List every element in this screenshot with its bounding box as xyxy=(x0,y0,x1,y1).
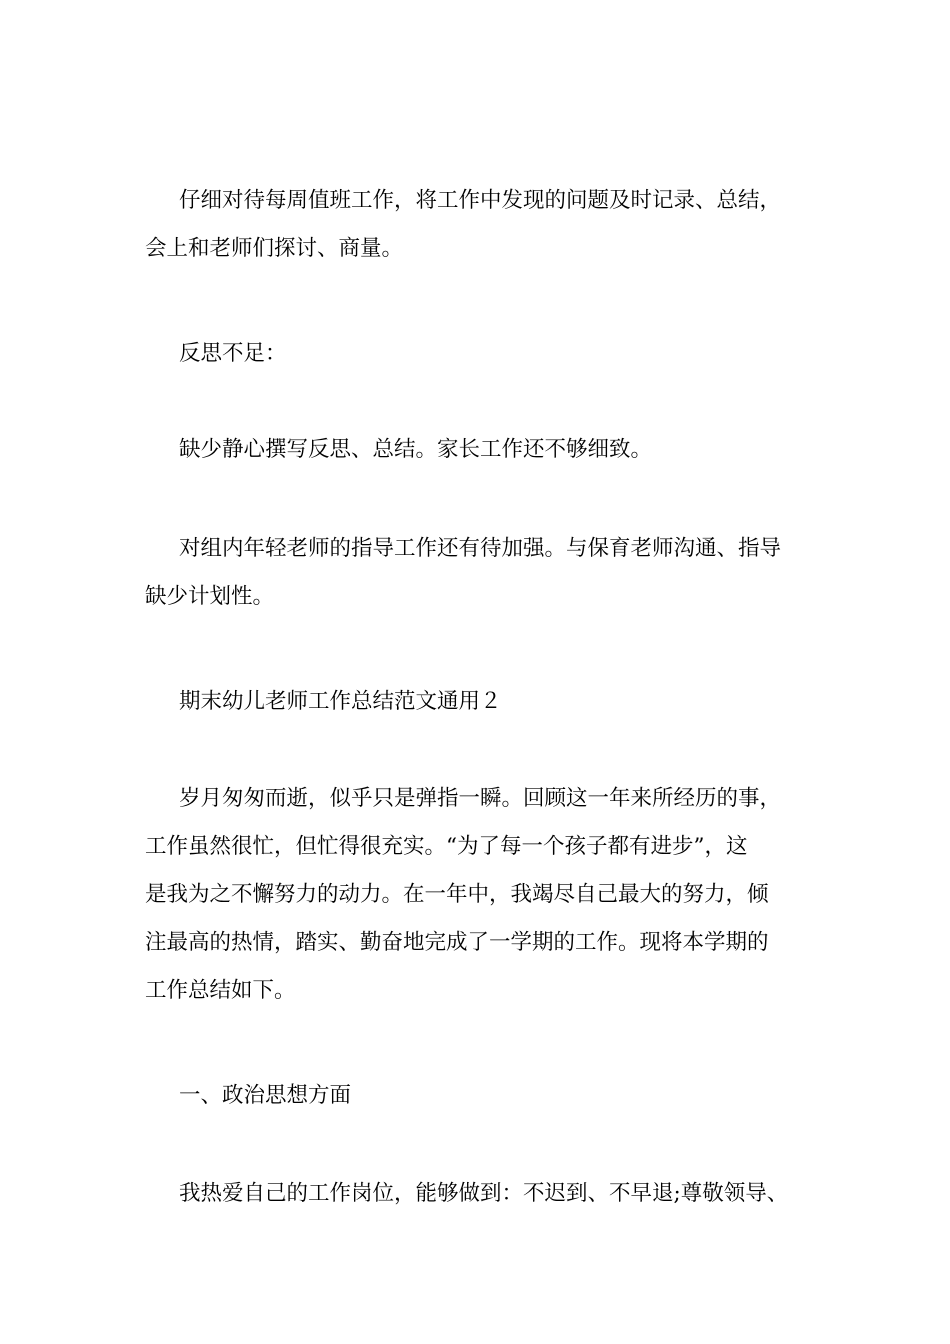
text-line: 期末幼儿老师工作总结范文通用２ xyxy=(179,689,502,714)
subsection-heading xyxy=(145,1072,825,1120)
text-line: 工作虽然很忙，但忙得很充实。“为了每一个孩子都有进步”，这 xyxy=(145,834,748,859)
text-line: 反思不足： xyxy=(179,341,287,366)
section-title xyxy=(145,678,825,726)
text-line: 缺少计划性。 xyxy=(145,584,275,609)
text-line: 注最高的热情，踏实、勤奋地完成了一学期的工作。现将本学期的 xyxy=(145,930,769,955)
text-line: 仔细对待每周值班工作，将工作中发现的问题及时记录、总结， xyxy=(179,188,782,213)
paragraph-intro xyxy=(145,775,825,1015)
text-line: 会上和老师们探讨、商量。 xyxy=(145,236,404,261)
text-line: 缺少静心撰写反思、总结。家长工作还不够细致。 xyxy=(179,437,653,462)
paragraph-reflection-heading xyxy=(145,330,825,378)
paragraph-political xyxy=(145,1170,825,1218)
text-line: 我热爱自己的工作岗位，能够做到：不迟到、不早退;尊敬领导、 xyxy=(179,1181,789,1206)
text-line: 是我为之不懈努力的动力。在一年中，我竭尽自己最大的努力，倾 xyxy=(145,882,769,907)
paragraph-shortcomings xyxy=(145,426,825,474)
text-line: 一、政治思想方面 xyxy=(179,1083,352,1108)
paragraph-guidance xyxy=(145,525,825,621)
text-line: 岁月匆匆而逝，似乎只是弹指一瞬。回顾这一年来所经历的事， xyxy=(179,786,782,811)
paragraph-duty-work xyxy=(145,177,825,273)
text-line: 工作总结如下。 xyxy=(145,978,296,1003)
text-line: 对组内年轻老师的指导工作还有待加强。与保育老师沟通、指导 xyxy=(179,536,782,561)
